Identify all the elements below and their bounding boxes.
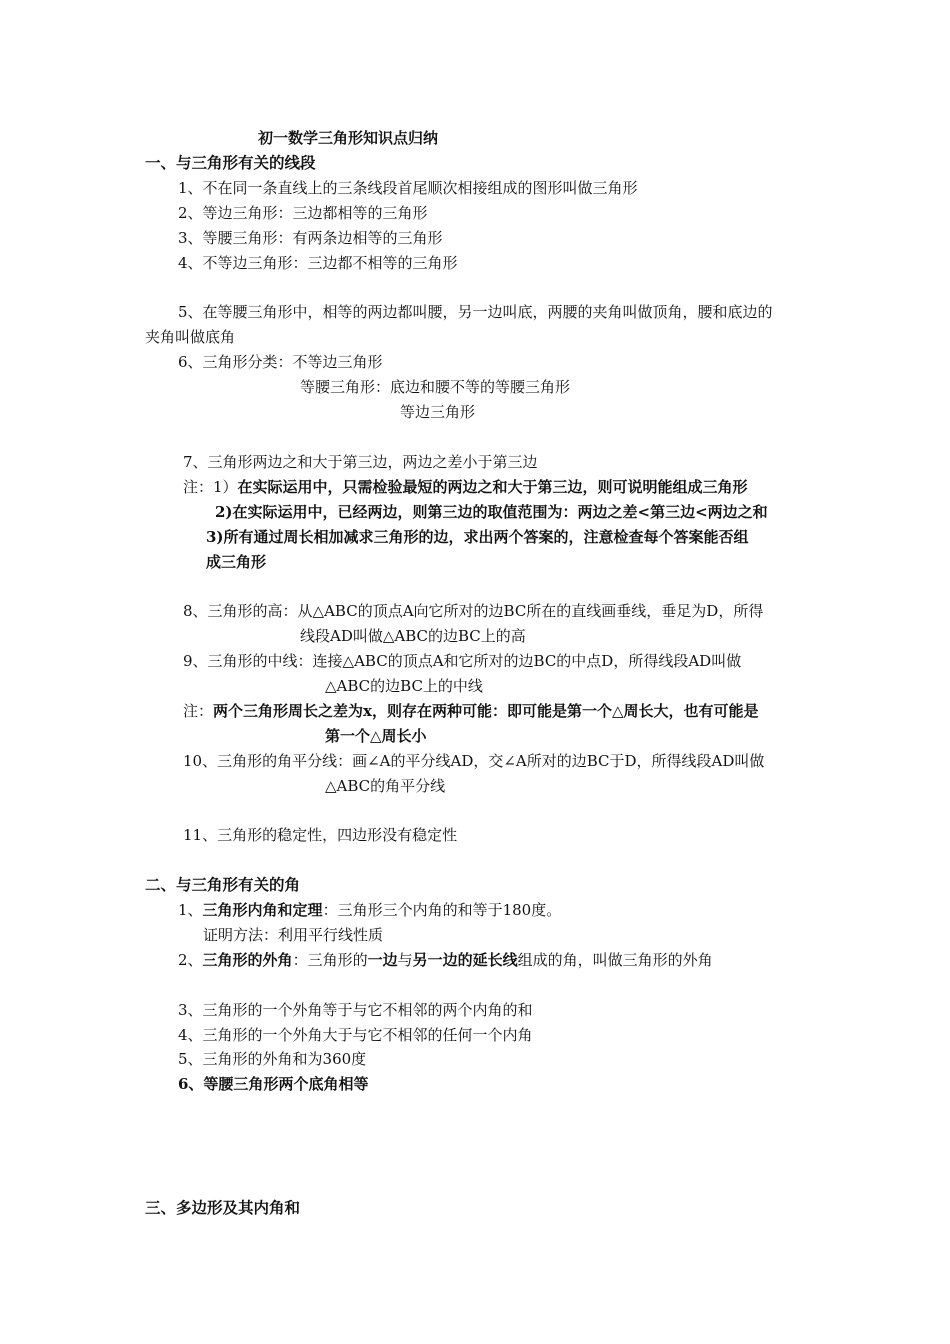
item-2-2-b2: 一边 [367,951,398,969]
note-4-prefix: 注： [183,702,214,720]
item-2-2-mid: ：三角形的 [292,951,368,969]
item-2-1 [178,900,561,920]
note-1 [183,477,748,497]
item-2-2-b3: 另一边的延长线 [412,951,518,969]
item-1-4: 4、不等边三角形：三边都不相等的三角形 [178,254,458,272]
item-2-3: 3、三角形的一个外角等于与它不相邻的两个内角的和 [178,1001,533,1019]
item-2-1-num: 1、 [178,901,203,919]
note-4 [183,701,759,721]
item-1-8-line2: 线段AD叫做△ABC的边BC上的高 [300,627,526,645]
document-title: 初一数学三角形知识点归纳 [258,129,439,147]
item-2-1-proof: 证明方法：利用平行线性质 [203,926,384,944]
item-1-8-line1: 8、三角形的高：从△ABC的顶点A向它所对的边BC所在的直线画垂线，垂足为D，所得 [183,602,764,620]
item-2-1-def: ：三角形三个内角的和等于180度。 [322,901,562,919]
item-1-6-line3: 等边三角形 [400,403,476,421]
note-3-line1: 3)所有通过周长相加减求三角形的边，求出两个答案的，注意检查每个答案能否组 [206,528,749,546]
item-2-5: 5、三角形的外角和为360度 [178,1050,367,1068]
item-1-10-line2: △ABC的角平分线 [325,777,446,795]
item-2-2 [178,950,713,970]
note-1-prefix: 注：1） [183,478,238,496]
item-2-6: 6、等腰三角形两个底角相等 [178,1075,369,1093]
item-1-6-line1: 6、三角形分类：不等边三角形 [178,353,383,371]
section-2-heading: 二、与三角形有关的角 [145,875,301,894]
section-3-heading: 三、多边形及其内角和 [145,1198,301,1217]
item-1-2: 2、等边三角形：三边都相等的三角形 [178,204,428,222]
item-1-6-line2: 等腰三角形：底边和腰不等的等腰三角形 [300,378,571,396]
item-2-4: 4、三角形的一个外角大于与它不相邻的任何一个内角 [178,1026,533,1044]
item-1-11: 11、三角形的稳定性，四边形没有稳定性 [183,826,458,844]
item-1-9-line1: 9、三角形的中线：连接△ABC的顶点A和它所对的边BC的中点D，所得线段AD叫做 [183,652,742,670]
item-1-1: 1、不在同一条直线上的三条线段首尾顺次相接组成的图形叫做三角形 [178,179,638,197]
note-3-line2: 成三角形 [206,553,267,571]
note-2: 2)在实际运用中，已经两边，则第三边的取值范围为：两边之差<第三边<两边之和 [215,503,768,521]
item-2-2-mid2: 与 [397,951,413,969]
section-1-heading: 一、与三角形有关的线段 [145,153,316,172]
note-1-text: 在实际运用中，只需检验最短的两边之和大于第三边，则可说明能组成三角形 [237,478,748,496]
item-1-10-line1: 10、三角形的角平分线：画∠A的平分线AD，交∠A所对的边BC于D，所得线段AD叫做 [183,752,765,770]
note-4-text: 两个三角形周长之差为x，则存在两种可能：即可能是第一个△周长大，也有可能是 [213,702,759,720]
item-1-7: 7、三角形两边之和大于第三边，两边之差小于第三边 [183,453,538,471]
item-2-2-rest: 组成的角，叫做三角形的外角 [517,951,713,969]
item-2-2-num: 2、 [178,951,203,969]
item-1-5-line1: 5、在等腰三角形中，相等的两边都叫腰，另一边叫底，两腰的夹角叫做顶角，腰和底边的 [178,303,773,321]
item-1-3: 3、等腰三角形：有两条边相等的三角形 [178,229,443,247]
item-1-5-line2: 夹角叫做底角 [145,328,236,346]
item-2-1-term: 三角形内角和定理 [202,901,323,919]
item-2-2-term: 三角形的外角 [202,951,293,969]
item-1-9-line2: △ABC的边BC上的中线 [325,677,483,695]
note-4-line2: 第一个△周长小 [325,727,427,745]
